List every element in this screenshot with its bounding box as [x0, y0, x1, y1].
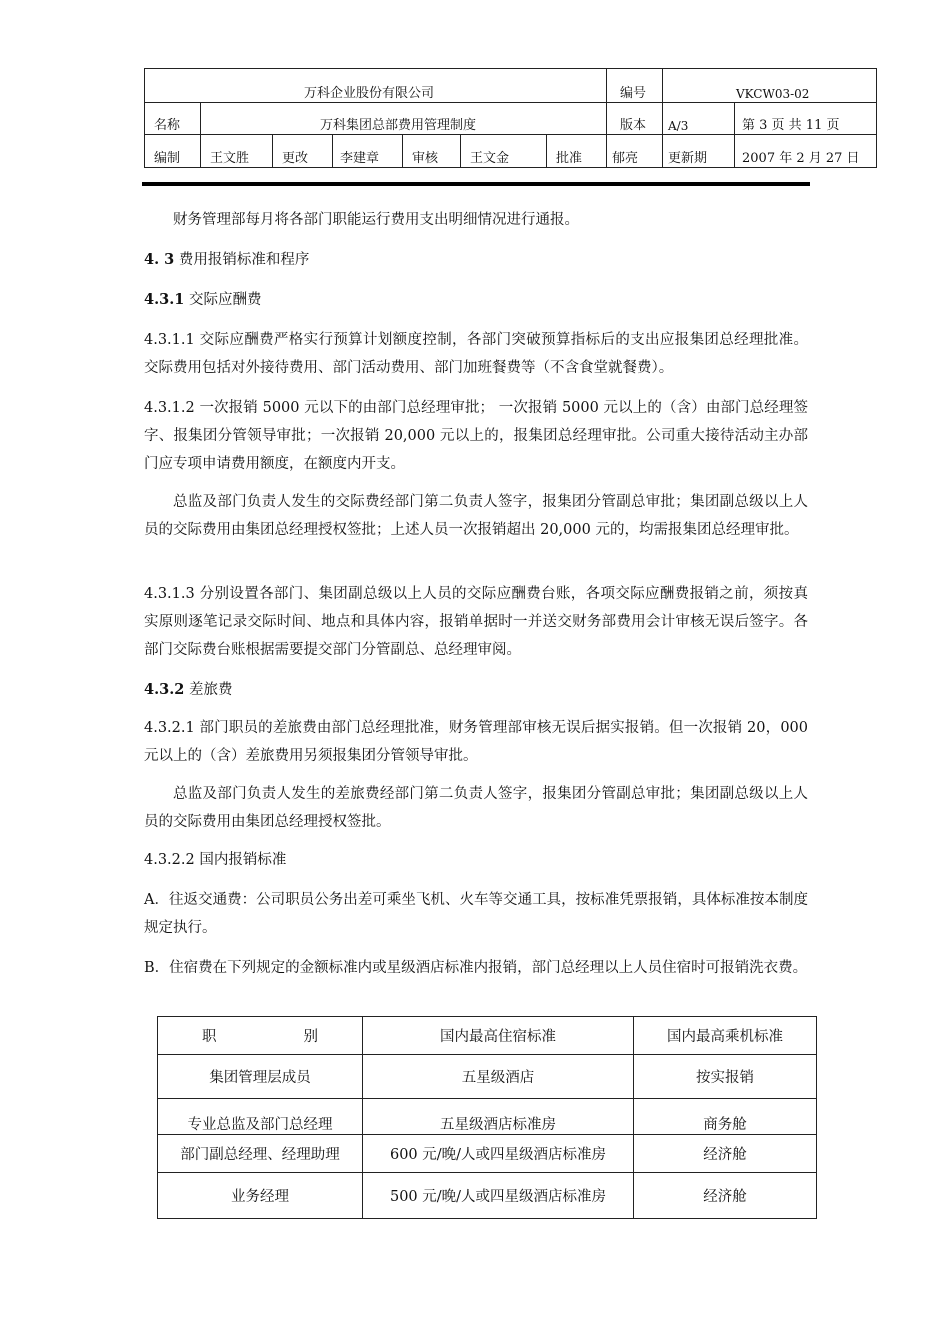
review-value: 王文金	[470, 151, 510, 166]
travel-standard-table	[157, 1016, 817, 1219]
section-heading-4-3-1	[144, 286, 808, 314]
section-title: 差旅费	[188, 682, 233, 698]
table-cell: 500 元/晚/人或四星级酒店标准房	[363, 1173, 634, 1219]
table-row	[158, 1135, 817, 1173]
update-label: 更新期	[668, 151, 708, 166]
table-row	[158, 1173, 817, 1219]
table-cell: 按实报销	[634, 1055, 817, 1099]
section-heading-4-3-2	[144, 676, 808, 704]
author-label: 编制	[154, 151, 181, 166]
section-title: 费用报销标准和程序	[178, 252, 310, 268]
code-label: 编号	[620, 86, 647, 101]
header-border	[144, 68, 877, 69]
revise-value: 李建章	[340, 151, 380, 166]
table-row	[158, 1055, 817, 1099]
section-number: 4. 3	[144, 251, 175, 268]
paragraph-4-3-2-2: 4.3.2.2 国内报销标准	[144, 852, 287, 868]
header-border	[734, 102, 735, 168]
paragraph-item-a: A．往返交通费：公司职员公务出差可乘坐飞机、火车等交通工具，按标准凭票报销，具体标准按本制度规定执行。	[144, 892, 808, 936]
revise-label: 更改	[282, 151, 309, 166]
table-header-row	[158, 1017, 817, 1055]
version-label: 版本	[620, 118, 647, 133]
header-border	[144, 134, 877, 135]
header-border	[200, 102, 201, 168]
paragraph-4-3-2-1-b: 总监及部门负责人发生的差旅费经部门第二负责人签字，报集团分管副总审批；集团副总级以上人员的交际费用由集团总经理授权签批。	[144, 786, 808, 830]
document-title: 万科集团总部费用管理制度	[320, 118, 477, 133]
code-value: VKCW03-02	[736, 87, 810, 101]
table-header-cell: 职 别	[158, 1017, 363, 1055]
table-row	[158, 1099, 817, 1135]
document-header	[144, 68, 877, 168]
table-cell: 集团管理层成员	[158, 1055, 363, 1099]
company-name: 万科企业股份有限公司	[304, 86, 435, 101]
table-cell: 五星级酒店标准房	[363, 1099, 634, 1135]
table-header-cell: 国内最高住宿标准	[363, 1017, 634, 1055]
table-cell: 部门副总经理、经理助理	[158, 1135, 363, 1173]
header-divider	[142, 182, 810, 186]
author-value: 王文胜	[210, 151, 250, 166]
paragraph-4-3-1-2: 4.3.1.2 一次报销 5000 元以下的由部门总经理审批； 一次报销 5000 元以上的（含）由部门总经理签字、报集团分管领导审批；一次报销 20,000 元以上的，报集团总经理审批。公司重大接待活动主办部门应专项申请费用额度，在额度内开支。	[144, 400, 808, 472]
paragraph-4-3-1-1: 4.3.1.1 交际应酬费严格实行预算计划额度控制，各部门突破预算指标后的支出应报集团总经理批准。交际费用包括对外接待费用、部门活动费用、部门加班餐费等（不含食堂就餐费）。	[144, 332, 808, 376]
table-cell: 专业总监及部门总经理	[158, 1099, 363, 1135]
header-border	[606, 68, 607, 168]
table-cell: 商务舱	[634, 1099, 817, 1135]
section-number: 4.3.1	[144, 291, 185, 308]
header-border	[546, 134, 547, 168]
section-title: 交际应酬费	[188, 292, 262, 308]
approve-label: 批准	[556, 151, 583, 166]
paragraph-4-3-1-2-b: 总监及部门负责人发生的交际费经部门第二负责人签字，报集团分管副总审批；集团副总级以上人员的交际费用由集团总经理授权签批；上述人员一次报销超出 20,000 元的，均需报集团总经理审批。	[144, 494, 808, 538]
table-cell: 经济舱	[634, 1173, 817, 1219]
review-label: 审核	[412, 151, 439, 166]
table-cell: 600 元/晚/人或四星级酒店标准房	[363, 1135, 634, 1173]
table-cell: 业务经理	[158, 1173, 363, 1219]
header-border	[662, 68, 663, 168]
header-border	[332, 134, 333, 168]
paragraph-report: 财务管理部每月将各部门职能运行费用支出明细情况进行通报。	[173, 212, 579, 228]
paragraph-4-3-2-1: 4.3.2.1 部门职员的差旅费由部门总经理批准，财务管理部审核无误后据实报销。但一次报销 20，000 元以上的（含）差旅费用另须报集团分管领导审批。	[144, 720, 808, 764]
table-cell: 五星级酒店	[363, 1055, 634, 1099]
paragraph-item-b: B．住宿费在下列规定的金额标准内或星级酒店标准内报销，部门总经理以上人员住宿时可报销洗衣费。	[144, 960, 808, 976]
approve-value: 郁亮	[612, 151, 639, 166]
section-heading-4-3	[144, 246, 808, 274]
header-border	[144, 167, 877, 168]
header-border	[876, 68, 877, 168]
page-info: 第 3 页 共 11 页	[742, 118, 840, 133]
header-border	[144, 68, 145, 168]
table-header-cell: 国内最高乘机标准	[634, 1017, 817, 1055]
header-border	[402, 134, 403, 168]
paragraph-4-3-1-3: 4.3.1.3 分别设置各部门、集团副总级以上人员的交际应酬费台账，各项交际应酬费报销之前，须按真实原则逐笔记录交际时间、地点和具体内容，报销单据时一并送交财务部费用会计审核无误后签字。各部门交际费台账根据需要提交部门分管副总、总经理审阅。	[144, 586, 808, 658]
header-border	[144, 102, 877, 103]
update-value: 2007 年 2 月 27 日	[742, 151, 860, 166]
table-cell: 经济舱	[634, 1135, 817, 1173]
header-border	[460, 134, 461, 168]
section-number: 4.3.2	[144, 681, 185, 698]
version-value: A/3	[668, 119, 689, 133]
name-label: 名称	[154, 118, 181, 133]
header-border	[272, 134, 273, 168]
